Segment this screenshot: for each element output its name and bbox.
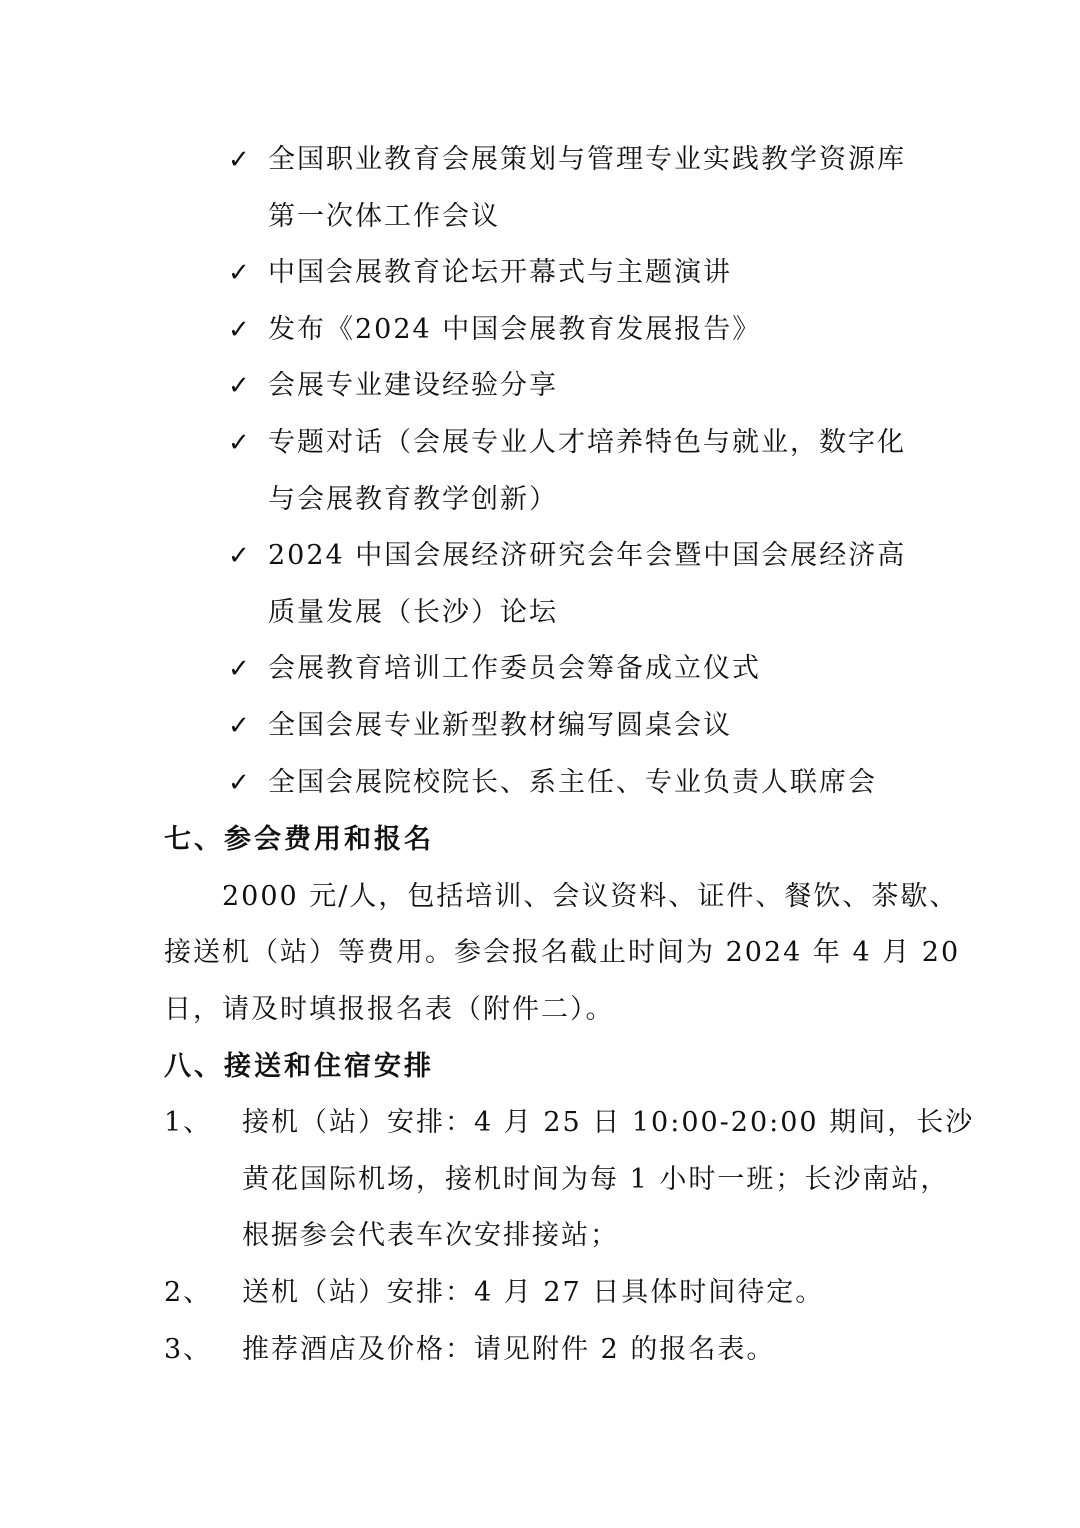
checkmark-icon: ✓ [228,711,250,741]
item-number: 1、 [164,1107,213,1138]
checkmark-icon: ✓ [228,315,250,345]
checkmark-icon: ✓ [228,768,250,798]
item-number: 2、 [164,1277,213,1308]
numbered-item-continuation: 黄花国际机场，接机时间为每 1 小时一班；长沙南站， [242,1164,950,1195]
section-heading-fees: 七、参会费用和报名 [164,824,434,855]
paragraph-line: 日，请及时填报报名表（附件二）。 [164,994,615,1025]
list-item: 中国会展教育论坛开幕式与主题演讲 [268,257,732,288]
list-item-continuation: 与会展教育教学创新） [268,484,558,515]
numbered-item: 送机（站）安排：4 月 27 日具体时间待定。 [242,1277,825,1308]
list-item-continuation: 第一次体工作会议 [268,201,500,232]
numbered-item: 接机（站）安排：4 月 25 日 10:00-20:00 期间，长沙 [242,1107,975,1138]
list-item: 专题对话（会展专业人才培养特色与就业，数字化 [268,427,906,458]
checkmark-icon: ✓ [228,371,250,401]
list-item: 全国会展专业新型教材编写圆桌会议 [268,710,732,741]
paragraph-line: 2000 元/人，包括培训、会议资料、证件、餐饮、茶歇、 [222,881,959,912]
list-item-continuation: 质量发展（长沙）论坛 [268,597,558,628]
checkmark-icon: ✓ [228,258,250,288]
paragraph-line: 接送机（站）等费用。参会报名截止时间为 2024 年 4 月 20 [164,937,961,968]
checkmark-icon: ✓ [228,541,250,571]
numbered-item: 推荐酒店及价格：请见附件 2 的报名表。 [242,1334,776,1365]
checkmark-icon: ✓ [228,145,250,175]
list-item: 全国职业教育会展策划与管理专业实践教学资源库 [268,144,906,175]
item-number: 3、 [164,1334,213,1365]
list-item: 会展教育培训工作委员会筹备成立仪式 [268,653,761,684]
list-item: 会展专业建设经验分享 [268,370,558,401]
list-item: 发布《2024 中国会展教育发展报告》 [268,314,762,345]
numbered-item-continuation: 根据参会代表车次安排接站； [242,1220,619,1251]
checkmark-icon: ✓ [228,428,250,458]
checkmark-icon: ✓ [228,654,250,684]
list-item: 2024 中国会展经济研究会年会暨中国会展经济高 [268,540,907,571]
section-heading-transport: 八、接送和住宿安排 [164,1051,434,1082]
list-item: 全国会展院校院长、系主任、专业负责人联席会 [268,767,877,798]
